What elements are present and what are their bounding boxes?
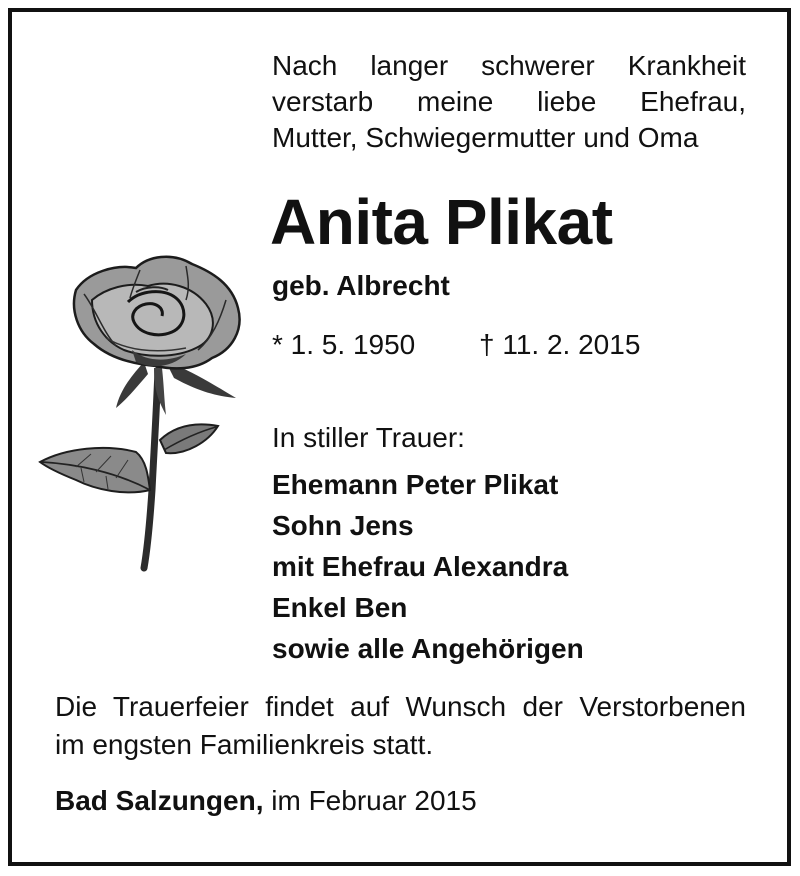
mourner-name: Ehemann Peter Plikat (272, 469, 559, 500)
notice-line-1: Die Trauerfeier findet auf Wunsch der Verstorbenen (55, 691, 746, 722)
mourner-name: Sohn Jens (272, 510, 414, 541)
mourner-name: Enkel Ben (272, 592, 408, 623)
notice-line-2: im engsten Familienkreis statt. (55, 729, 434, 760)
maiden-name: geb. Albrecht (272, 270, 450, 301)
mourners-list (272, 464, 584, 669)
death-date: † 11. 2. 2015 (479, 329, 641, 360)
signature-place: Bad Salzungen, (55, 785, 264, 816)
intro-line-2: verstarb meine liebe Ehefrau, (272, 86, 746, 117)
deceased-name: Anita Plikat (270, 186, 613, 258)
mourner-name: sowie alle Angehörigen (272, 633, 584, 664)
signature-date: im Februar 2015 (271, 785, 477, 816)
intro-text (272, 48, 746, 156)
signature (55, 783, 477, 819)
funeral-notice (55, 688, 746, 764)
intro-line-1: Nach langer schwerer Krankheit (272, 50, 746, 81)
rose-icon (36, 250, 246, 575)
intro-line-3: Mutter, Schwiegermutter und Oma (272, 122, 699, 153)
birth-date: * 1. 5. 1950 (272, 329, 416, 360)
mourning-heading: In stiller Trauer: (272, 422, 465, 453)
mourner-name: mit Ehefrau Alexandra (272, 551, 569, 582)
